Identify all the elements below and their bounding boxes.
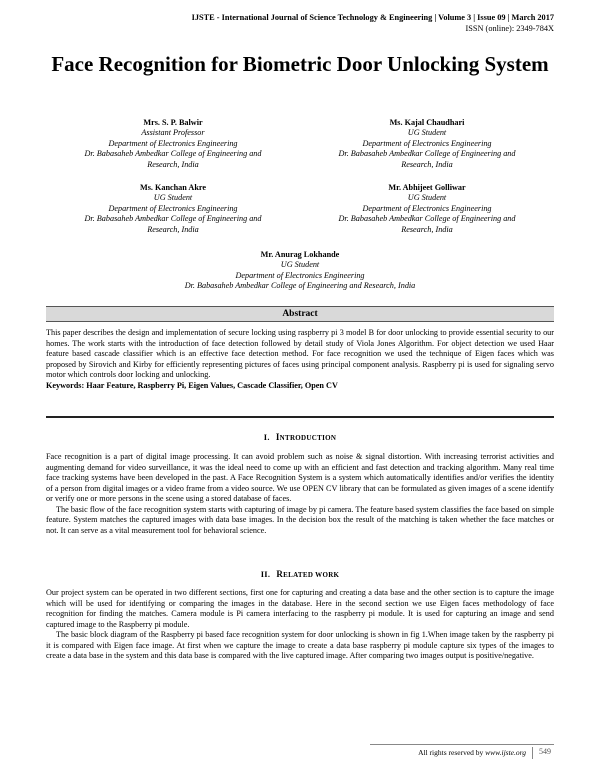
section-body xyxy=(46,452,554,536)
journal-header xyxy=(192,13,554,34)
section-body xyxy=(46,588,554,662)
author-name: Ms. Kanchan Akre xyxy=(139,183,207,192)
paper-title: Face Recognition for Biometric Door Unlocking System xyxy=(51,52,549,76)
section-title-initial: I xyxy=(275,432,280,442)
author-dept: Department of Electronics Engineering xyxy=(362,203,492,213)
section-title-initial: R xyxy=(276,569,284,579)
issn-line: ISSN (online): 2349-784X xyxy=(465,23,554,33)
abstract-heading: Abstract xyxy=(46,306,554,322)
paragraph: The basic flow of the face recognition system starts with capturing of image by pi camera. The feature based system classifies the face based on simple feature. System matches the captured images with data base images. In the decision box the result of the matching is taken whether the face matches or not. It can serve as a vital measurement tool for behavioral science. xyxy=(46,504,554,535)
abstract-body xyxy=(46,328,554,391)
author-role: UG Student xyxy=(153,193,193,203)
author-name: Mr. Abhijeet Golliwar xyxy=(388,183,466,192)
footer-site-link[interactable]: www.ijste.org xyxy=(485,748,526,757)
section-number: II. xyxy=(260,569,271,579)
author-name: Ms. Kajal Chaudhari xyxy=(389,118,465,127)
author-role: UG Student xyxy=(407,128,447,138)
keywords: Keywords: Haar Feature, Raspberry Pi, Eigen Values, Cascade Classifier, Open CV xyxy=(46,380,338,390)
footer xyxy=(350,748,526,757)
section-number: I. xyxy=(263,432,270,442)
author-institution-cont: Research, India xyxy=(401,224,453,234)
author-institution: Dr. Babasaheb Ambedkar College of Engineering and xyxy=(84,214,262,224)
author-institution: Dr. Babasaheb Ambedkar College of Engineering and xyxy=(338,149,516,159)
author-role: UG Student xyxy=(407,193,447,203)
author-institution: Dr. Babasaheb Ambedkar College of Engineering and xyxy=(338,214,516,224)
author-block xyxy=(46,183,300,235)
author-dept: Department of Electronics Engineering xyxy=(235,270,365,280)
author-role: Assistant Professor xyxy=(141,128,205,138)
page-number: 549 xyxy=(532,747,551,759)
section-heading xyxy=(46,569,554,579)
footer-divider xyxy=(370,744,554,745)
author-block xyxy=(46,118,300,170)
abstract-text: This paper describes the design and implementation of secure locking using raspberry pi 3 model B for door unlocking to provide essential security to our homes. The work starts with the introduction of face detection followed by detail study of Viola Jones Algorithm. For object detection we used Haar feature based cascade classifier which is an effective face detection method. For face recognition we used the technique of Eigen faces which was proposed by Sirovich and Kirby for efficiently representing pictures of faces using principal component analysis. Raspberry pi is used for signaling servo motor which controls door locking and unlocking. xyxy=(46,328,554,379)
author-institution-cont: Research, India xyxy=(401,159,453,169)
author-block xyxy=(300,183,554,235)
section-title-rest: ELATED WORK xyxy=(283,571,340,579)
author-name: Mrs. S. P. Balwir xyxy=(143,118,203,127)
author-dept: Department of Electronics Engineering xyxy=(108,138,238,148)
author-institution: Dr. Babasaheb Ambedkar College of Engineering and Research, India xyxy=(184,281,416,291)
paragraph: The basic block diagram of the Raspberry pi based face recognition system for door unlocking is shown in fig 1.When image taken by the raspberry pi it is compared with Eigen face image. At first when we capture the image to create a data base raspberry pi module capture six types of the images to create a data base in the system and this data base is compared with the live captured image. After comparing two images output is positive/negative. xyxy=(46,630,554,660)
author-block xyxy=(300,118,554,170)
author-institution-cont: Research, India xyxy=(147,159,199,169)
author-block xyxy=(46,250,554,292)
author-institution-cont: Research, India xyxy=(147,224,199,234)
footer-rights: All rights reserved by xyxy=(418,748,484,757)
divider xyxy=(46,416,554,418)
author-name: Mr. Anurag Lokhande xyxy=(260,250,340,259)
author-institution: Dr. Babasaheb Ambedkar College of Engineering and xyxy=(84,149,262,159)
author-role: UG Student xyxy=(280,260,320,270)
paragraph: Our project system can be operated in two different sections, first one for capturing and creating a data base and the other section is to capture the image which will be used for identifying or comparing the images in the database. Here in the second section we use Eigen faces methodology of face recognition for finding the matches. Camera module is Pi camera interfacing to the raspberry pi module. It is used for capturing an image and send captured image to the Raspberry pi module. xyxy=(46,588,554,629)
section-title-rest: NTRODUCTION xyxy=(279,434,337,442)
section-heading xyxy=(46,432,554,442)
journal-line: IJSTE - International Journal of Science Technology & Engineering | Volume 3 | Issue 09 | March 2017 xyxy=(191,13,554,22)
paragraph: Face recognition is a part of digital image processing. It can avoid problem such as noise & signal distortion. With increasing terrorist activities and augmenting demand for video surveillance, it was the ideal need to come up with an efficient and fast detection and tracking algorithm. Many real time face tracking systems have been developed in the past. A Face Recognition System is a system which automatically identifies and/or verifies the identity of a person from digital images or a video frame from a video source. We use OPEN CV library that can be formulated as given images of a scene identify or verify one or more persons in the scene using a stored database of faces. xyxy=(46,452,554,503)
author-dept: Department of Electronics Engineering xyxy=(108,203,238,213)
author-dept: Department of Electronics Engineering xyxy=(362,138,492,148)
